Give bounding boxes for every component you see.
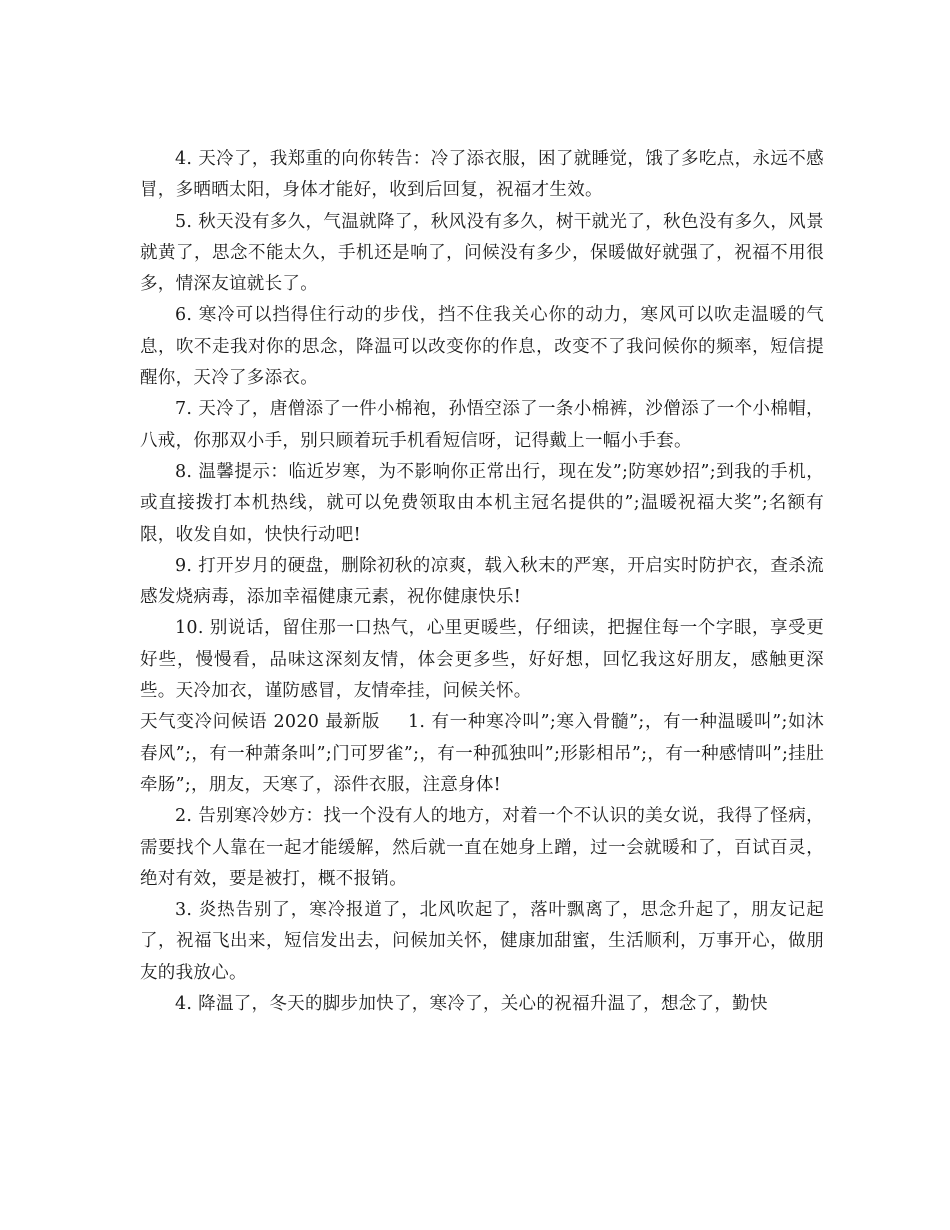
paragraph-9: 9. 打开岁月的硬盘，删除初秋的凉爽，载入秋末的严寒，开启实时防护衣，查杀流感发烧病毒，添加幸福健康元素，祝你健康快乐! — [140, 555, 824, 608]
paragraph-8: 8. 温馨提示：临近岁寒，为不影响你正常出行，现在发”;防寒妙招”;到我的手机，或直接拨打本机热线，就可以免费领取由本机主冠名提供的”;温暖祝福大奖”;名额有限，收发自如，快快行动吧! — [140, 461, 824, 545]
section-paragraph-3: 3. 炎热告别了，寒冷报道了，北风吹起了，落叶飘离了，思念升起了，朋友记起了，祝福飞出来，短信发出去，问候加关怀，健康加甜蜜，生活顺利，万事开心，做朋友的我放心。 — [140, 900, 824, 983]
paragraph-10: 10. 别说话，留住那一口热气，心里更暖些，仔细读，把握住每一个字眼，享受更好些，慢慢看，品味这深刻友情，体会更多些，好好想，回忆我这好朋友，感触更深些。天冷加衣，谨防感冒，友情牵挂，问候关怀。 — [140, 618, 824, 702]
section-paragraph-4: 4. 降温了，冬天的脚步加快了，寒冷了，关心的祝福升温了，想念了，勤快 — [175, 994, 768, 1015]
paragraph-5: 5. 秋天没有多久，气温就降了，秋风没有多久，树干就光了，秋色没有多久，风景就黄了，思念不能太久，手机还是响了，问候没有多少，保暖做好就强了，祝福不用很多，情深友谊就长了。 — [140, 211, 824, 295]
paragraph-6: 6. 寒冷可以挡得住行动的步伐，挡不住我关心你的动力，寒风可以吹走温暖的气息，吹不走我对你的思念，降温可以改变你的作息，改变不了我问候你的频率，短信提醒你，天冷了多添衣。 — [140, 305, 824, 389]
section-heading: 天气变冷问候语 2020 最新版 — [140, 712, 380, 733]
paragraph-7: 7. 天冷了，唐僧添了一件小棉袍，孙悟空添了一条小棉裤，沙僧添了一个小棉帽，八戒，你那双小手，别只顾着玩手机看短信呀，记得戴上一幅小手套。 — [140, 399, 824, 451]
section-first-text: 1. 有一种寒冷叫”;寒入骨髓”;，有一种温暖叫”;如沐春风”;，有一种萧条叫”;门可罗雀”;，有一种孤独叫”;形影相吊”;，有一种感情叫”;挂肚牵肠”;，朋友，天寒了，添件衣服，注意身体! — [140, 712, 824, 795]
section-paragraph-2: 2. 告别寒冷妙方：找一个没有人的地方，对着一个不认识的美女说，我得了怪病，需要找个人靠在一起才能缓解，然后就一直在她身上蹭，过一会就暖和了，百试百灵，绝对有效，要是被打，概不报销。 — [140, 806, 824, 889]
document-page — [140, 144, 824, 1020]
paragraph-4: 4. 天冷了，我郑重的向你转告：冷了添衣服，困了就睡觉，饿了多吃点，永远不感冒，多晒晒太阳，身体才能好，收到后回复，祝福才生效。 — [140, 149, 824, 201]
section-paragraph-1 — [140, 707, 824, 801]
